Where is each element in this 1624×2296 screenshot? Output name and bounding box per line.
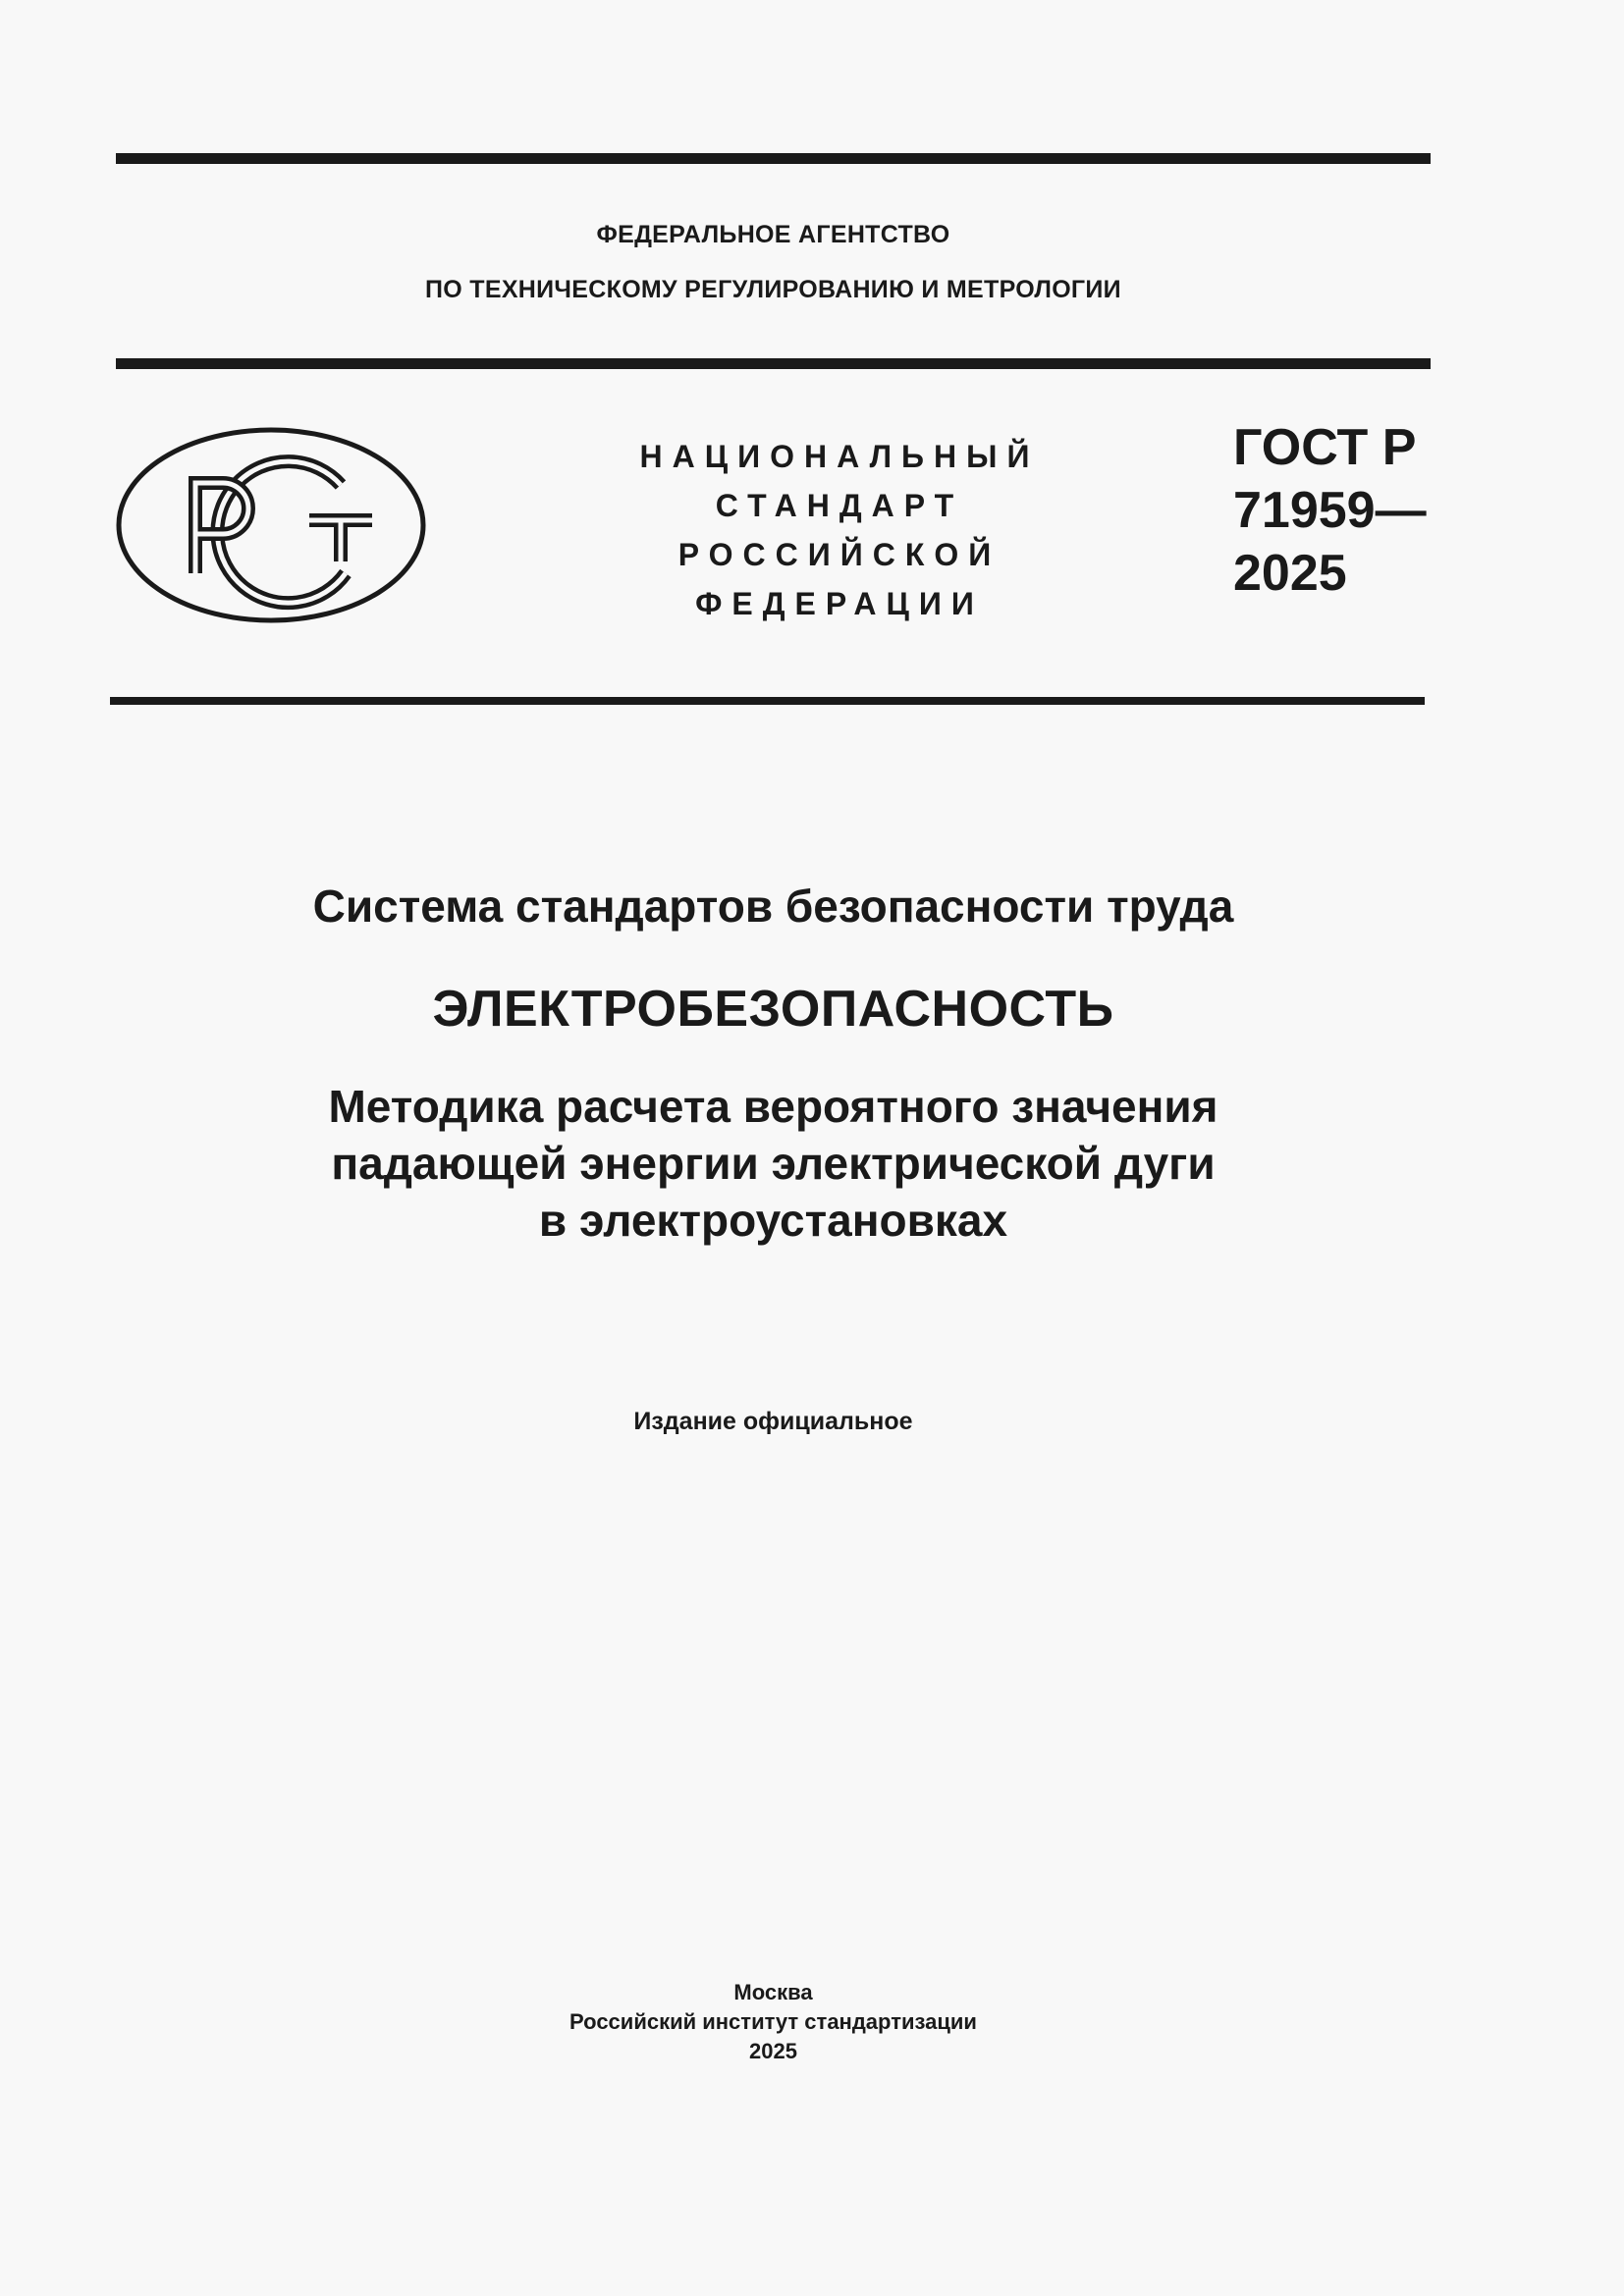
- standard-designation: [1233, 416, 1427, 605]
- subtitle-line-3: в электроустановках: [538, 1195, 1008, 1246]
- header-rule: [116, 358, 1431, 369]
- subtitle: [116, 1078, 1431, 1249]
- subtitle-line-2: падающей энергии электрической дуги: [331, 1138, 1216, 1189]
- rst-certification-mark-icon: [115, 426, 427, 624]
- series-title: Система стандартов безопасности труда: [312, 881, 1234, 932]
- standard-type-line-1: НАЦИОНАЛЬНЫЙ: [639, 439, 1040, 474]
- main-title: ЭЛЕКТРОБЕЗОПАСНОСТЬ: [432, 981, 1114, 1038]
- standard-type-line-2: СТАНДАРТ: [715, 488, 964, 523]
- subtitle-line-1: Методика расчета вероятного значения: [328, 1081, 1218, 1132]
- designation-rule: [110, 697, 1425, 705]
- standard-type-line-3: РОССИЙСКОЙ: [677, 537, 1001, 572]
- designation-line-3: 2025: [1233, 545, 1347, 602]
- imprint-city: Москва: [733, 1980, 813, 2004]
- agency-line-1: ФЕДЕРАЛЬНОЕ АГЕНТСТВО: [596, 221, 950, 248]
- agency-line-2: ПО ТЕХНИЧЕСКОМУ РЕГУЛИРОВАНИЮ И МЕТРОЛОГИИ: [425, 276, 1121, 303]
- top-rule: [116, 153, 1431, 164]
- designation-line-1: ГОСТ Р: [1233, 419, 1417, 476]
- imprint-publisher: Российский институт стандартизации: [569, 2009, 977, 2034]
- standard-type: [550, 432, 1119, 628]
- edition-note: Издание официальное: [633, 1408, 913, 1435]
- standard-type-line-4: ФЕДЕРАЦИИ: [695, 586, 984, 621]
- imprint: [116, 1978, 1431, 2066]
- imprint-year: 2025: [749, 2039, 797, 2063]
- designation-line-2: 71959—: [1233, 482, 1427, 539]
